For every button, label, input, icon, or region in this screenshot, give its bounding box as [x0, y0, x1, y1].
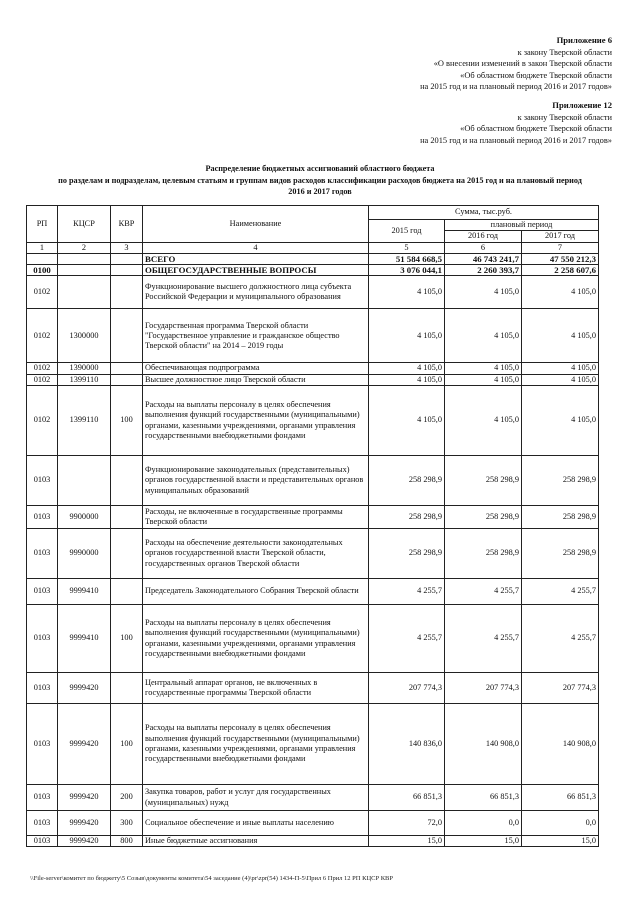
cell-2015: 258 298,9: [369, 506, 445, 529]
title-line: Распределение бюджетных ассигнований областного бюджета: [205, 164, 435, 173]
cell-kcsr: 9990000: [58, 529, 111, 579]
cell-kvr: 100: [111, 605, 143, 673]
cell-rp: 0103: [27, 605, 58, 673]
cell-name: Высшее должностное лицо Тверской области: [143, 374, 369, 385]
budget-table: [26, 205, 599, 847]
cell-kvr: [111, 579, 143, 605]
cell-2017: 47 550 212,3: [522, 253, 599, 264]
cell-rp: [27, 253, 58, 264]
title-line: по разделам и подразделам, целевым статьям и группам видов расходов классификации расходов бюджета на 2015 год и на плановый период: [58, 175, 582, 185]
header-sum: Сумма, тыс.руб.: [369, 206, 599, 220]
cell-kcsr: 9999420: [58, 836, 111, 847]
cell-2015: 140 836,0: [369, 704, 445, 785]
table-row: [27, 309, 599, 363]
cell-2017: 4 105,0: [522, 374, 599, 385]
cell-2016: 46 743 241,7: [445, 253, 522, 264]
cell-2017: 4 105,0: [522, 386, 599, 456]
document-title: [20, 163, 620, 198]
table-row: [27, 374, 599, 385]
header-planned: плановый период: [445, 220, 599, 231]
cell-2015: 258 298,9: [369, 456, 445, 506]
header-line: «Об областном бюджете Тверской области: [460, 70, 612, 80]
cell-2016: 66 851,3: [445, 785, 522, 811]
cell-2016: 258 298,9: [445, 456, 522, 506]
table-row: [27, 456, 599, 506]
file-path-footer: \\File-server\комитет по бюджету\5 Созыв\документы комитета\54 заседание (4)\pr\zpr(54) 1434-П-5\Прил 6 Прил 12 РП КЦСР КВР: [30, 875, 394, 882]
cell-kvr: [111, 363, 143, 374]
cell-rp: 0102: [27, 386, 58, 456]
cell-kcsr: [58, 253, 111, 264]
header-line: к закону Тверской области: [517, 112, 612, 122]
cell-2016: 258 298,9: [445, 529, 522, 579]
cell-2016: 207 774,3: [445, 673, 522, 704]
table-row: [27, 363, 599, 374]
cell-kvr: [111, 456, 143, 506]
cell-2016: 140 908,0: [445, 704, 522, 785]
cell-kcsr: 9999410: [58, 579, 111, 605]
cell-2016: 4 105,0: [445, 386, 522, 456]
cell-kvr: [111, 506, 143, 529]
cell-kvr: [111, 673, 143, 704]
cell-name: Функционирование высшего должностного лица субъекта Российской Федерации и муниципального образования: [143, 276, 369, 309]
table-row: [27, 673, 599, 704]
table-row: [27, 605, 599, 673]
cell-rp: 0103: [27, 579, 58, 605]
appendix-12-header: [420, 100, 612, 146]
cell-2015: 4 105,0: [369, 374, 445, 385]
cell-kcsr: 1399110: [58, 386, 111, 456]
header-line: на 2015 год и на плановый период 2016 и 2017 годов»: [420, 82, 612, 91]
column-number-row: [27, 242, 599, 253]
cell-2015: 72,0: [369, 811, 445, 836]
col-number: 6: [445, 242, 522, 253]
cell-kvr: 800: [111, 836, 143, 847]
header-rp: РП: [27, 206, 58, 243]
cell-2017: 2 258 607,6: [522, 265, 599, 276]
cell-rp: 0103: [27, 811, 58, 836]
cell-2017: 140 908,0: [522, 704, 599, 785]
cell-2017: 4 105,0: [522, 363, 599, 374]
cell-name: Государственная программа Тверской области "Государственное управление и гражданское общество Тверской области" на 2014 – 2019 годы: [143, 309, 369, 363]
cell-rp: 0103: [27, 456, 58, 506]
cell-2017: 66 851,3: [522, 785, 599, 811]
cell-rp: 0102: [27, 374, 58, 385]
cell-kcsr: 1300000: [58, 309, 111, 363]
cell-2015: 4 105,0: [369, 363, 445, 374]
cell-rp: 0103: [27, 673, 58, 704]
header-line: к закону Тверской области: [517, 47, 612, 57]
cell-2016: 4 255,7: [445, 605, 522, 673]
cell-2015: 258 298,9: [369, 529, 445, 579]
cell-rp: 0100: [27, 265, 58, 276]
cell-kvr: 200: [111, 785, 143, 811]
cell-kvr: 300: [111, 811, 143, 836]
cell-kcsr: 9999410: [58, 605, 111, 673]
table-row: [27, 785, 599, 811]
cell-2015: 4 105,0: [369, 309, 445, 363]
appendix-12-title: Приложение 12: [552, 100, 612, 110]
cell-2017: 4 255,7: [522, 579, 599, 605]
cell-2016: 4 105,0: [445, 374, 522, 385]
col-number: 7: [522, 242, 599, 253]
cell-kvr: [111, 253, 143, 264]
cell-name: Расходы на обеспечение деятельности законодательных органов государственной власти Тверской области, государственных органов Тверской области: [143, 529, 369, 579]
cell-kcsr: [58, 265, 111, 276]
cell-kvr: 100: [111, 386, 143, 456]
cell-name: ОБЩЕГОСУДАРСТВЕННЫЕ ВОПРОСЫ: [143, 265, 369, 276]
cell-2015: 66 851,3: [369, 785, 445, 811]
cell-kvr: [111, 309, 143, 363]
header-line: «Об областном бюджете Тверской области: [460, 124, 612, 133]
table-row: [27, 529, 599, 579]
table-row: [27, 704, 599, 785]
cell-name: Закупка товаров, работ и услуг для государственных (муниципальных) нужд: [143, 785, 369, 811]
cell-rp: 0103: [27, 506, 58, 529]
cell-2017: 15,0: [522, 836, 599, 847]
cell-2016: 258 298,9: [445, 506, 522, 529]
cell-name: Расходы на выплаты персоналу в целях обеспечения выполнения функций государственными (муниципальными) органами, казенными учреждениями, органами управления государственными внебюджетными фондами: [143, 605, 369, 673]
header-line: «О внесении изменений в закон Тверской области: [433, 59, 612, 68]
cell-name: Центральный аппарат органов, не включенных в государственные программы Тверской области: [143, 673, 369, 704]
cell-2016: 0,0: [445, 811, 522, 836]
col-number: 2: [58, 242, 111, 253]
cell-rp: 0103: [27, 836, 58, 847]
header-line: на 2015 год и на плановый период 2016 и 2017 годов»: [420, 135, 612, 145]
cell-name: Иные бюджетные ассигнования: [143, 836, 369, 847]
cell-kvr: [111, 265, 143, 276]
cell-name: Функционирование законодательных (представительных) органов государственной власти и представительных органов муниципальных образований: [143, 456, 369, 506]
cell-kvr: [111, 374, 143, 385]
cell-2017: 4 105,0: [522, 276, 599, 309]
cell-kcsr: 1390000: [58, 363, 111, 374]
cell-kcsr: 9999420: [58, 785, 111, 811]
cell-2017: 4 255,7: [522, 605, 599, 673]
cell-kcsr: 1399110: [58, 374, 111, 385]
cell-kvr: 100: [111, 704, 143, 785]
cell-kvr: [111, 529, 143, 579]
cell-kcsr: [58, 276, 111, 309]
cell-name: Обеспечивающая подпрограмма: [143, 363, 369, 374]
cell-rp: 0103: [27, 785, 58, 811]
cell-2017: 258 298,9: [522, 506, 599, 529]
cell-kcsr: 9900000: [58, 506, 111, 529]
cell-rp: 0103: [27, 704, 58, 785]
cell-2017: 0,0: [522, 811, 599, 836]
cell-2015: 51 584 668,5: [369, 253, 445, 264]
cell-2016: 2 260 393,7: [445, 265, 522, 276]
cell-2017: 207 774,3: [522, 673, 599, 704]
cell-rp: 0102: [27, 309, 58, 363]
cell-2015: 4 255,7: [369, 605, 445, 673]
table-row: [27, 579, 599, 605]
cell-2015: 207 774,3: [369, 673, 445, 704]
appendix-6-title: Приложение 6: [556, 35, 612, 45]
cell-2016: 4 105,0: [445, 363, 522, 374]
cell-kcsr: [58, 456, 111, 506]
cell-name: Расходы на выплаты персоналу в целях обеспечения выполнения функций государственными (муниципальными) органами, казенными учреждениями, органами управления государственными внебюджетными фондами: [143, 704, 369, 785]
cell-name: ВСЕГО: [143, 253, 369, 264]
cell-name: Председатель Законодательного Собрания Тверской области: [143, 579, 369, 605]
cell-2016: 4 255,7: [445, 579, 522, 605]
cell-kcsr: 9999420: [58, 811, 111, 836]
cell-2015: 4 255,7: [369, 579, 445, 605]
col-number: 1: [27, 242, 58, 253]
cell-2017: 258 298,9: [522, 529, 599, 579]
header-2017: 2017 год: [522, 231, 599, 242]
cell-kcsr: 9999420: [58, 704, 111, 785]
header-2015: 2015 год: [369, 220, 445, 243]
table-row: [27, 836, 599, 847]
cell-2015: 15,0: [369, 836, 445, 847]
header-kcsr: КЦСР: [58, 206, 111, 243]
col-number: 4: [143, 242, 369, 253]
col-number: 3: [111, 242, 143, 253]
cell-rp: 0103: [27, 529, 58, 579]
appendix-6-header: [420, 35, 612, 93]
title-line: 2016 и 2017 годов: [288, 187, 352, 196]
cell-2016: 15,0: [445, 836, 522, 847]
header-kvr: КВР: [111, 206, 143, 243]
header-2016: 2016 год: [445, 231, 522, 242]
cell-2016: 4 105,0: [445, 276, 522, 309]
cell-kcsr: 9999420: [58, 673, 111, 704]
table-row: [27, 811, 599, 836]
cell-name: Расходы на выплаты персоналу в целях обеспечения выполнения функций государственными (муниципальными) органами, казенными учреждениями, органами управления государственными внебюджетными фондами: [143, 386, 369, 456]
cell-2015: 3 076 044,1: [369, 265, 445, 276]
table-row: [27, 506, 599, 529]
header-name: Наименование: [143, 206, 369, 243]
cell-rp: 0102: [27, 276, 58, 309]
cell-name: Социальное обеспечение и иные выплаты населению: [143, 811, 369, 836]
cell-name: Расходы, не включенные в государственные программы Тверской области: [143, 506, 369, 529]
table-row: [27, 253, 599, 264]
col-number: 5: [369, 242, 445, 253]
cell-2015: 4 105,0: [369, 386, 445, 456]
cell-2016: 4 105,0: [445, 309, 522, 363]
cell-2015: 4 105,0: [369, 276, 445, 309]
cell-kvr: [111, 276, 143, 309]
cell-2017: 258 298,9: [522, 456, 599, 506]
cell-rp: 0102: [27, 363, 58, 374]
table-row: [27, 265, 599, 276]
table-row: [27, 386, 599, 456]
cell-2017: 4 105,0: [522, 309, 599, 363]
table-row: [27, 276, 599, 309]
